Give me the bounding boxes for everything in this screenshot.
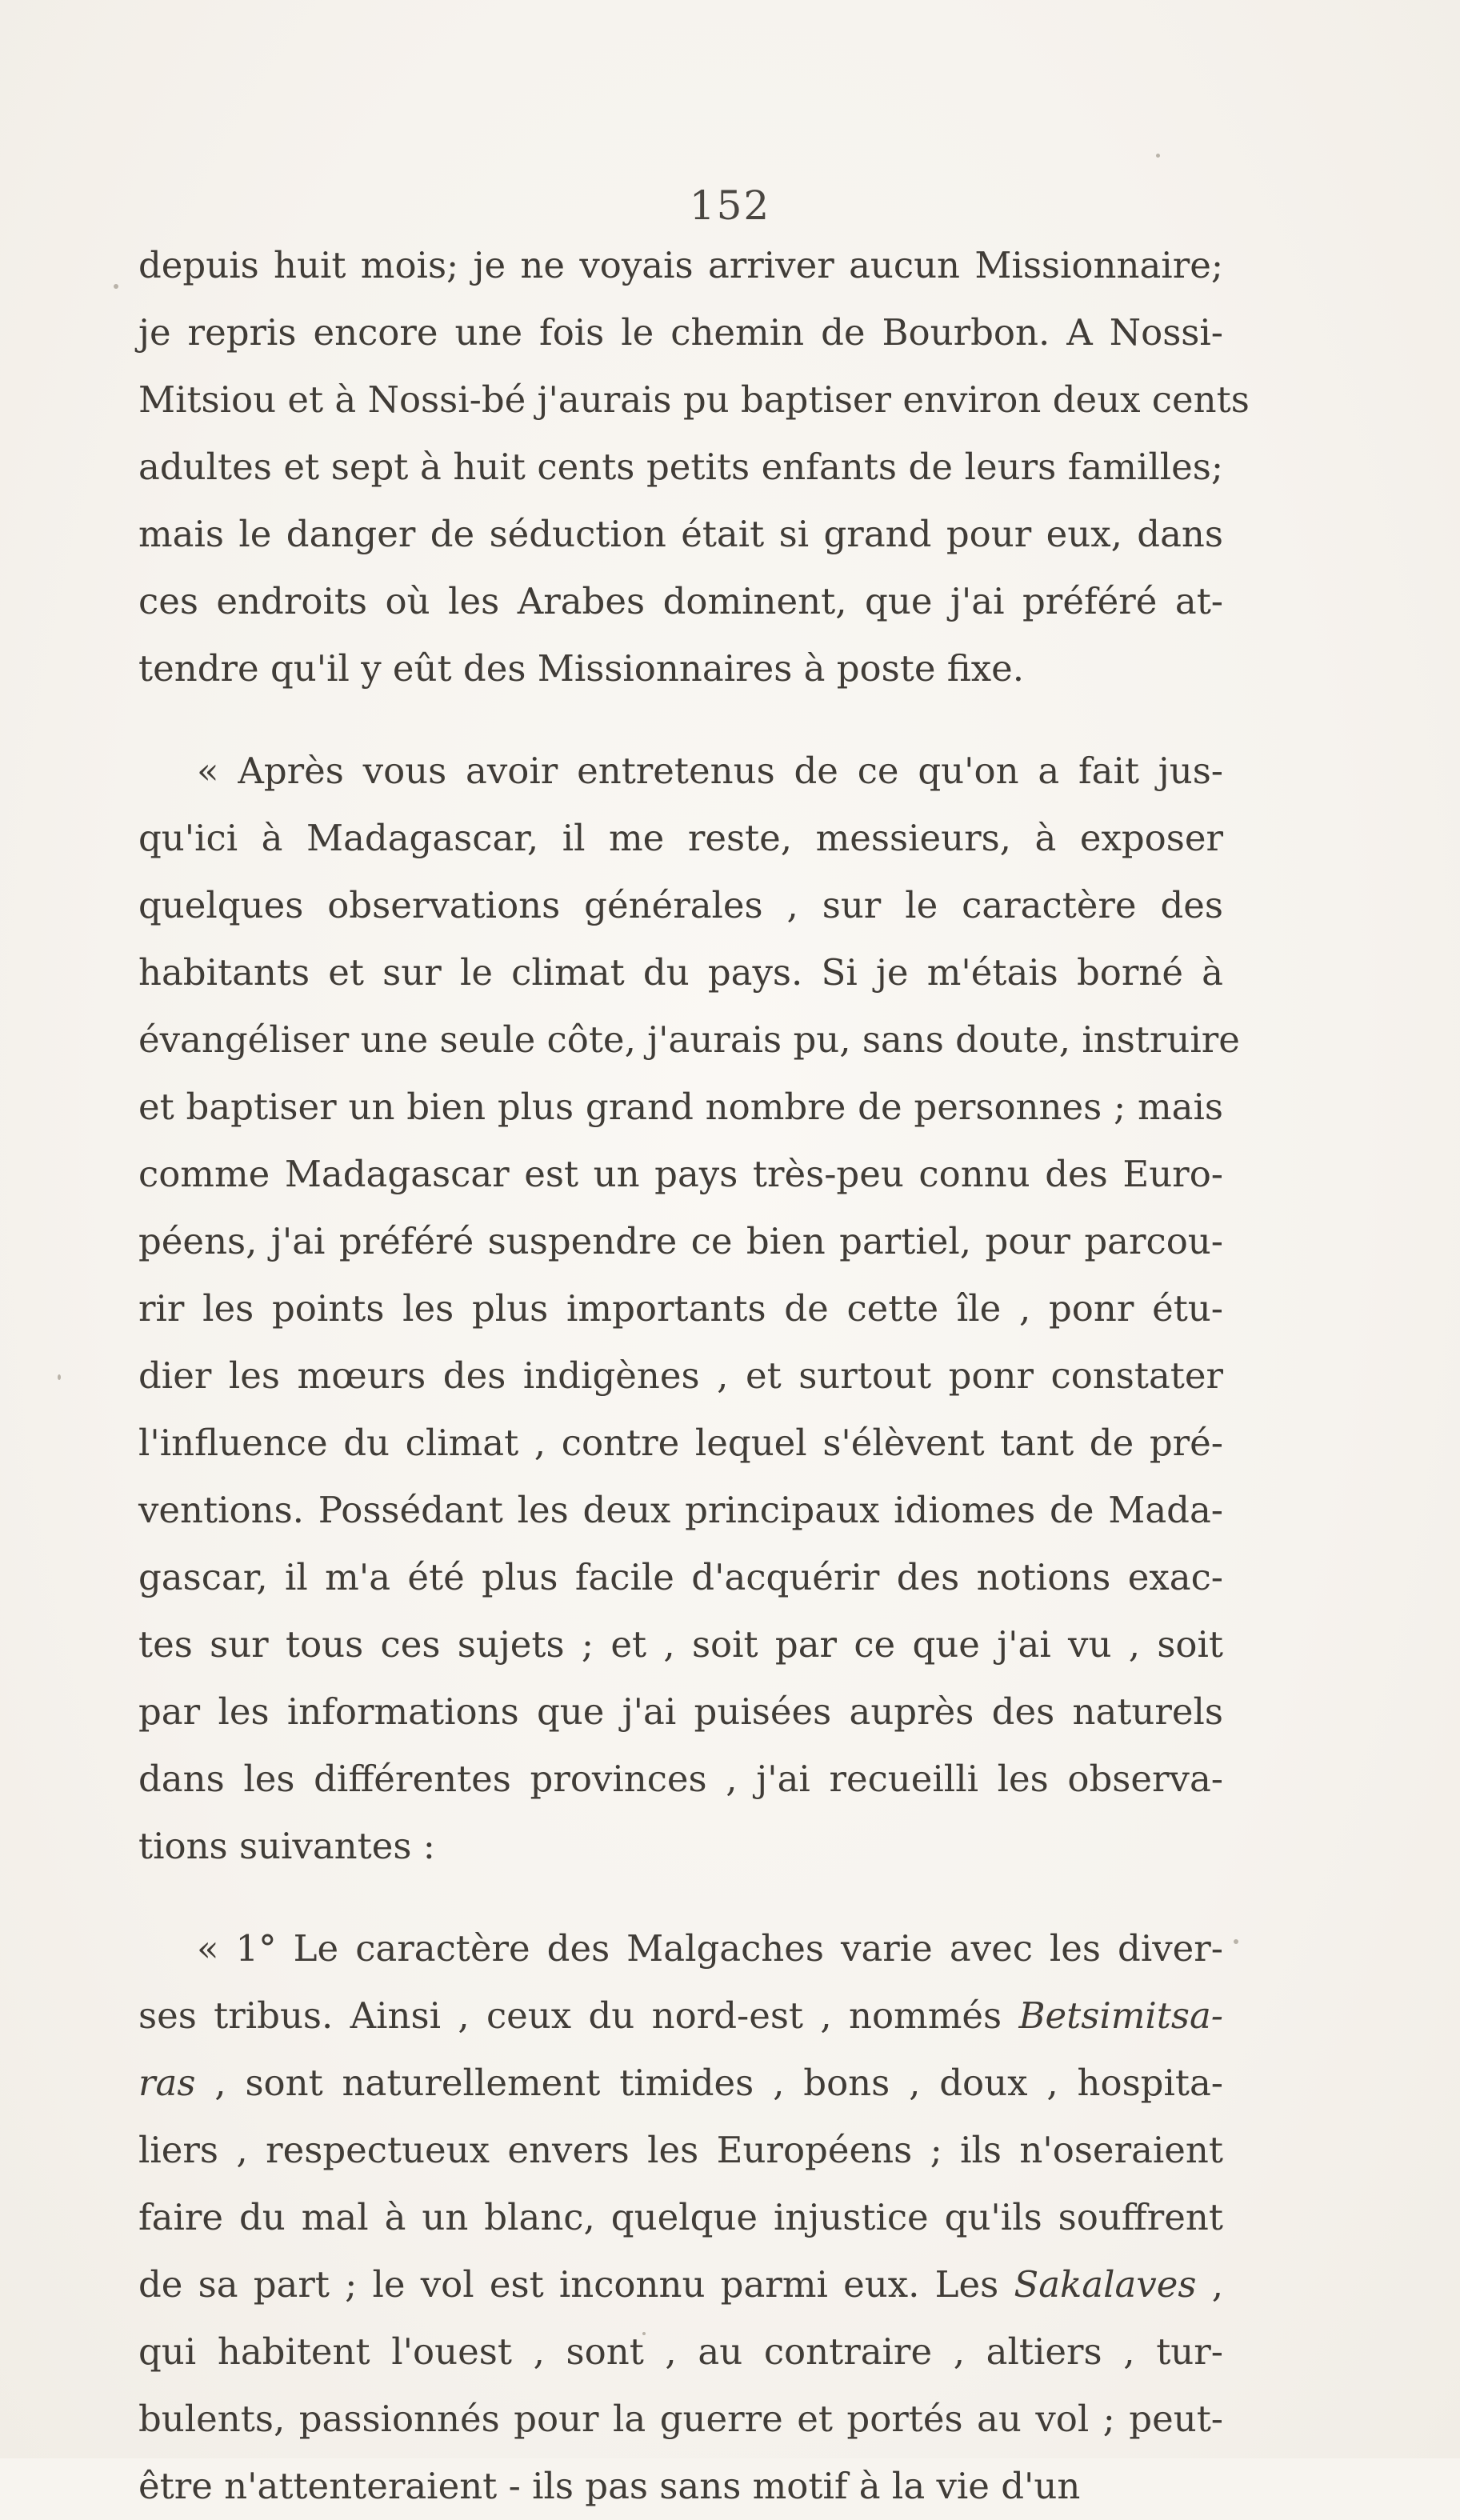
body-text	[138, 232, 1250, 2520]
text-line	[138, 1074, 1223, 1141]
text-line	[138, 568, 1223, 635]
text-run: quelques observations générales , sur le caractère des	[138, 884, 1223, 926]
paper-speck	[114, 284, 118, 289]
text-line	[138, 1477, 1223, 1544]
text-line	[138, 1915, 1223, 1982]
text-line	[138, 2386, 1223, 2453]
text-run: « Après vous avoir entretenus de ce qu'on a fait jus-	[197, 750, 1223, 792]
text-line	[138, 1208, 1223, 1275]
text-run: qui habitent l'ouest , sont , au contraire , altiers , tur-	[138, 2330, 1223, 2373]
text-run: et baptiser un bien plus grand nombre de personnes ; mais	[138, 1086, 1223, 1128]
text-line	[138, 872, 1223, 939]
text-run: liers , respectueux envers les Européens ; ils n'oseraient	[138, 2129, 1223, 2171]
text-line	[138, 2050, 1223, 2117]
text-line	[138, 1275, 1223, 1342]
text-run: , sont naturellement timides , bons , doux , hospita-	[195, 2062, 1223, 2104]
text-line	[138, 2117, 1223, 2184]
text-run: je repris encore une fois le chemin de Bourbon. A Nossi-	[138, 311, 1223, 354]
text-run: tendre qu'il y eût des Missionnaires à poste fixe.	[138, 647, 1025, 690]
text-run: ses tribus. Ainsi , ceux du nord-est , nommés	[138, 1994, 1019, 2037]
text-run: ventions. Possédant les deux principaux idiomes de Mada-	[138, 1489, 1223, 1531]
text-run: évangéliser une seule côte, j'aurais pu, sans doute, instruire	[138, 1018, 1240, 1061]
text-line	[138, 434, 1223, 501]
text-run: tes sur tous ces sujets ; et , soit par ce que j'ai vu , soit	[138, 1623, 1223, 1666]
text-run: gascar, il m'a été plus facile d'acquérir des notions exac-	[138, 1556, 1223, 1598]
italic-run: ras	[138, 2062, 196, 2104]
italic-run: Betsimitsa-	[1018, 1994, 1223, 2037]
text-run: Mitsiou et à Nossi-bé j'aurais pu baptiser environ deux cents	[138, 378, 1250, 421]
text-run: comme Madagascar est un pays très-peu connu des Euro-	[138, 1153, 1223, 1195]
text-line	[138, 1813, 1223, 1880]
text-run: depuis huit mois; je ne voyais arriver aucun Missionnaire;	[138, 244, 1223, 286]
text-line	[138, 1544, 1223, 1611]
text-line	[138, 1141, 1223, 1208]
text-line	[138, 2453, 1223, 2520]
paper-speck	[1234, 1939, 1238, 1944]
page-number: 152	[689, 182, 771, 229]
paper-speck	[1156, 154, 1160, 158]
text-run: dier les mœurs des indigènes , et surtout ponr constater	[138, 1354, 1223, 1397]
paragraph	[138, 738, 1240, 1880]
text-run: de sa part ; le vol est inconnu parmi eux. Les	[138, 2263, 1014, 2306]
text-line	[138, 1611, 1223, 1678]
text-run: qu'ici à Madagascar, il me reste, messieurs, à exposer	[138, 817, 1223, 859]
text-run: péens, j'ai préféré suspendre ce bien partiel, pour parcou-	[138, 1220, 1223, 1262]
text-line	[138, 1982, 1223, 2050]
text-run: ces endroits où les Arabes dominent, que j'ai préféré at-	[138, 580, 1223, 622]
text-line	[138, 299, 1223, 366]
paragraph	[138, 232, 1250, 702]
text-run: bulents, passionnés pour la guerre et portés au vol ; peut-	[138, 2398, 1223, 2440]
text-run: adultes et sept à huit cents petits enfants de leurs familles;	[138, 446, 1223, 488]
italic-run: Sakalaves	[1014, 2263, 1197, 2306]
text-run: mais le danger de séduction était si grand pour eux, dans	[138, 513, 1223, 555]
text-line	[138, 2251, 1223, 2318]
text-run: l'influence du climat , contre lequel s'élèvent tant de pré-	[138, 1422, 1223, 1464]
text-run: faire du mal à un blanc, quelque injustice qu'ils souffrent	[138, 2196, 1223, 2238]
text-line	[138, 738, 1223, 805]
text-line	[138, 2318, 1223, 2386]
text-line	[138, 1342, 1223, 1410]
text-run: par les informations que j'ai puisées auprès des naturels	[138, 1690, 1223, 1733]
text-line	[138, 2184, 1223, 2251]
text-run: habitants et sur le climat du pays. Si je m'étais borné à	[138, 951, 1223, 994]
text-line	[138, 805, 1223, 872]
text-run: rir les points les plus importants de cette île , ponr étu-	[138, 1287, 1223, 1330]
text-run: être n'attenteraient - ils pas sans motif à la vie d'un	[138, 2465, 1081, 2507]
text-run: ,	[1196, 2263, 1224, 2306]
text-run: « 1° Le caractère des Malgaches varie avec les diver-	[197, 1927, 1223, 1970]
paragraph	[138, 1915, 1223, 2520]
text-line	[138, 1410, 1223, 1477]
text-line	[138, 232, 1223, 299]
paper-speck	[58, 1374, 61, 1380]
text-run: dans les différentes provinces , j'ai recueilli les observa-	[138, 1758, 1223, 1800]
text-line	[138, 366, 1250, 434]
text-line	[138, 635, 1223, 702]
text-run: tions suivantes :	[138, 1825, 435, 1867]
text-line	[138, 1678, 1223, 1746]
text-line	[138, 939, 1223, 1006]
text-line	[138, 501, 1223, 568]
text-line	[138, 1746, 1223, 1813]
text-line	[138, 1006, 1240, 1074]
